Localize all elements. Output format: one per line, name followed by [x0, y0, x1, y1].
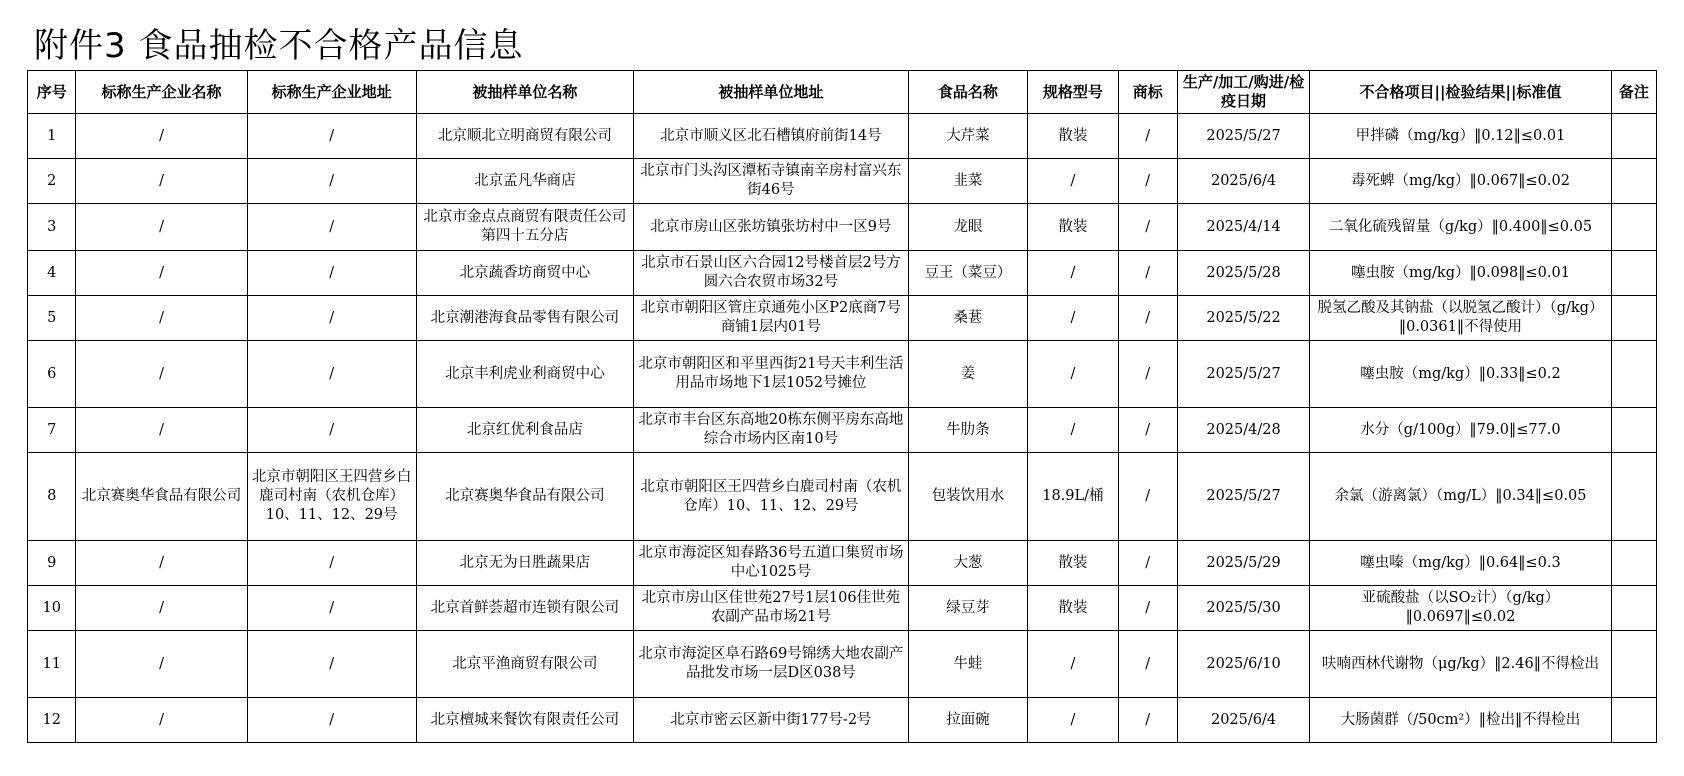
header-brand: 商标 [1118, 71, 1177, 114]
cell-brand: / [1118, 251, 1177, 296]
cell-sampled-addr: 北京市房山区佳世苑27号1层106佳世苑农副产品市场21号 [634, 586, 909, 631]
table-row [28, 204, 1657, 251]
cell-brand: / [1118, 586, 1177, 631]
cell-sampled-unit: 北京丰利虎业利商贸中心 [416, 341, 633, 408]
cell-mfr-name: / [76, 541, 247, 586]
header-note: 备注 [1611, 71, 1656, 114]
cell-food: 绿豆芽 [908, 586, 1028, 631]
cell-result: 水分（g/100g）‖79.0‖≤77.0 [1310, 408, 1611, 453]
cell-spec: / [1028, 296, 1118, 341]
cell-result: 噻虫胺（mg/kg）‖0.098‖≤0.01 [1310, 251, 1611, 296]
cell-mfr-addr: / [247, 204, 416, 251]
cell-sampled-addr: 北京市石景山区六合园12号楼首层2号方圆六合农贸市场32号 [634, 251, 909, 296]
cell-sampled-unit: 北京无为日胜蔬果店 [416, 541, 633, 586]
cell-food: 包装饮用水 [908, 453, 1028, 541]
cell-mfr-addr: / [247, 114, 416, 159]
cell-sampled-unit: 北京平渔商贸有限公司 [416, 631, 633, 698]
cell-mfr-addr: / [247, 159, 416, 204]
cell-sampled-unit: 北京红优利食品店 [416, 408, 633, 453]
header-spec: 规格型号 [1028, 71, 1118, 114]
table-row [28, 631, 1657, 698]
cell-spec: 散装 [1028, 114, 1118, 159]
cell-spec: / [1028, 698, 1118, 743]
cell-brand: / [1118, 341, 1177, 408]
cell-date: 2025/5/27 [1177, 453, 1309, 541]
cell-spec: / [1028, 341, 1118, 408]
cell-note [1611, 159, 1656, 204]
cell-spec: / [1028, 631, 1118, 698]
cell-mfr-addr: 北京市朝阳区王四营乡白鹿司村南（农机仓库）10、11、12、29号 [247, 453, 416, 541]
cell-brand: / [1118, 631, 1177, 698]
page-title: 附件3 食品抽检不合格产品信息 [34, 26, 524, 66]
cell-brand: / [1118, 159, 1177, 204]
cell-sampled-unit: 北京孟凡华商店 [416, 159, 633, 204]
cell-food: 牛蛙 [908, 631, 1028, 698]
header-result: 不合格项目||检验结果||标准值 [1310, 71, 1611, 114]
cell-seq: 5 [28, 296, 76, 341]
cell-food: 韭菜 [908, 159, 1028, 204]
cell-brand: / [1118, 453, 1177, 541]
cell-seq: 7 [28, 408, 76, 453]
cell-note [1611, 296, 1656, 341]
cell-food: 大葱 [908, 541, 1028, 586]
cell-sampled-addr: 北京市朝阳区和平里西街21号天丰利生活用品市场地下1层1052号摊位 [634, 341, 909, 408]
cell-result: 噻虫嗪（mg/kg）‖0.64‖≤0.3 [1310, 541, 1611, 586]
cell-mfr-name: / [76, 408, 247, 453]
table-row [28, 251, 1657, 296]
cell-brand: / [1118, 408, 1177, 453]
cell-date: 2025/6/10 [1177, 631, 1309, 698]
header-mfr-addr: 标称生产企业地址 [247, 71, 416, 114]
cell-note [1611, 408, 1656, 453]
cell-mfr-addr: / [247, 341, 416, 408]
cell-spec: 散装 [1028, 586, 1118, 631]
cell-food: 龙眼 [908, 204, 1028, 251]
cell-date: 2025/5/22 [1177, 296, 1309, 341]
cell-seq: 2 [28, 159, 76, 204]
cell-food: 拉面碗 [908, 698, 1028, 743]
cell-note [1611, 204, 1656, 251]
cell-seq: 9 [28, 541, 76, 586]
cell-spec: / [1028, 251, 1118, 296]
cell-result: 甲拌磷（mg/kg）‖0.12‖≤0.01 [1310, 114, 1611, 159]
cell-date: 2025/4/28 [1177, 408, 1309, 453]
cell-seq: 12 [28, 698, 76, 743]
cell-brand: / [1118, 296, 1177, 341]
cell-mfr-name: / [76, 296, 247, 341]
cell-result: 呋喃西林代谢物（μg/kg）‖2.46‖不得检出 [1310, 631, 1611, 698]
cell-seq: 11 [28, 631, 76, 698]
cell-sampled-unit: 北京檀城来餐饮有限责任公司 [416, 698, 633, 743]
cell-result: 大肠菌群（/50cm²）‖检出‖不得检出 [1310, 698, 1611, 743]
cell-seq: 6 [28, 341, 76, 408]
cell-sampled-addr: 北京市密云区新中街177号-2号 [634, 698, 909, 743]
cell-result: 毒死蜱（mg/kg）‖0.067‖≤0.02 [1310, 159, 1611, 204]
cell-date: 2025/5/29 [1177, 541, 1309, 586]
cell-note [1611, 453, 1656, 541]
cell-mfr-addr: / [247, 631, 416, 698]
cell-sampled-addr: 北京市朝阳区王四营乡白鹿司村南（农机仓库）10、11、12、29号 [634, 453, 909, 541]
cell-seq: 4 [28, 251, 76, 296]
cell-seq: 1 [28, 114, 76, 159]
cell-seq: 10 [28, 586, 76, 631]
cell-seq: 8 [28, 453, 76, 541]
table-row [28, 296, 1657, 341]
cell-seq: 3 [28, 204, 76, 251]
cell-mfr-name: / [76, 114, 247, 159]
cell-sampled-addr: 北京市房山区张坊镇张坊村中一区9号 [634, 204, 909, 251]
header-date: 生产/加工/购进/检疫日期 [1177, 71, 1309, 114]
cell-sampled-unit: 北京蔬香坊商贸中心 [416, 251, 633, 296]
table-row [28, 541, 1657, 586]
table-row [28, 341, 1657, 408]
cell-date: 2025/5/27 [1177, 341, 1309, 408]
cell-brand: / [1118, 698, 1177, 743]
cell-result: 噻虫胺（mg/kg）‖0.33‖≤0.2 [1310, 341, 1611, 408]
table-row [28, 159, 1657, 204]
cell-food: 豆王（菜豆） [908, 251, 1028, 296]
table-row [28, 698, 1657, 743]
cell-food: 桑葚 [908, 296, 1028, 341]
table-row [28, 408, 1657, 453]
table-row [28, 114, 1657, 159]
cell-sampled-unit: 北京潮港海食品零售有限公司 [416, 296, 633, 341]
cell-note [1611, 631, 1656, 698]
cell-spec: / [1028, 408, 1118, 453]
cell-note [1611, 251, 1656, 296]
cell-mfr-addr: / [247, 251, 416, 296]
cell-sampled-unit: 北京顺北立明商贸有限公司 [416, 114, 633, 159]
header-row [28, 71, 1657, 114]
header-sampled-unit: 被抽样单位名称 [416, 71, 633, 114]
inspection-table [27, 70, 1657, 743]
cell-mfr-addr: / [247, 698, 416, 743]
table-row [28, 453, 1657, 541]
cell-food: 牛肋条 [908, 408, 1028, 453]
cell-note [1611, 541, 1656, 586]
cell-sampled-addr: 北京市朝阳区管庄京通苑小区P2底商7号商铺1层内01号 [634, 296, 909, 341]
header-mfr-name: 标称生产企业名称 [76, 71, 247, 114]
cell-sampled-addr: 北京市海淀区阜石路69号锦绣大地农副产品批发市场一层D区038号 [634, 631, 909, 698]
cell-date: 2025/6/4 [1177, 698, 1309, 743]
cell-spec: / [1028, 159, 1118, 204]
cell-mfr-name: / [76, 251, 247, 296]
cell-result: 二氧化硫残留量（g/kg）‖0.400‖≤0.05 [1310, 204, 1611, 251]
cell-date: 2025/6/4 [1177, 159, 1309, 204]
cell-date: 2025/5/27 [1177, 114, 1309, 159]
cell-brand: / [1118, 204, 1177, 251]
cell-sampled-unit: 北京赛奥华食品有限公司 [416, 453, 633, 541]
cell-sampled-addr: 北京市海淀区知春路36号五道口集贸市场中心1025号 [634, 541, 909, 586]
cell-result: 余氯（游离氯）（mg/L）‖0.34‖≤0.05 [1310, 453, 1611, 541]
cell-mfr-addr: / [247, 408, 416, 453]
cell-date: 2025/5/30 [1177, 586, 1309, 631]
cell-mfr-name: 北京赛奥华食品有限公司 [76, 453, 247, 541]
cell-mfr-name: / [76, 698, 247, 743]
cell-date: 2025/5/28 [1177, 251, 1309, 296]
cell-note [1611, 698, 1656, 743]
cell-mfr-addr: / [247, 296, 416, 341]
cell-result: 脱氢乙酸及其钠盐（以脱氢乙酸计）（g/kg）‖0.0361‖不得使用 [1310, 296, 1611, 341]
cell-note [1611, 586, 1656, 631]
cell-note [1611, 341, 1656, 408]
cell-food: 大芹菜 [908, 114, 1028, 159]
table-row [28, 586, 1657, 631]
cell-mfr-name: / [76, 586, 247, 631]
cell-sampled-unit: 北京市金点点商贸有限责任公司第四十五分店 [416, 204, 633, 251]
cell-note [1611, 114, 1656, 159]
cell-date: 2025/4/14 [1177, 204, 1309, 251]
header-food: 食品名称 [908, 71, 1028, 114]
cell-mfr-name: / [76, 631, 247, 698]
cell-brand: / [1118, 541, 1177, 586]
cell-mfr-name: / [76, 341, 247, 408]
cell-mfr-name: / [76, 204, 247, 251]
cell-spec: 散装 [1028, 204, 1118, 251]
cell-sampled-addr: 北京市丰台区东高地20栋东侧平房东高地综合市场内区南10号 [634, 408, 909, 453]
cell-brand: / [1118, 114, 1177, 159]
cell-sampled-addr: 北京市顺义区北石槽镇府前街14号 [634, 114, 909, 159]
cell-food: 姜 [908, 341, 1028, 408]
cell-spec: 18.9L/桶 [1028, 453, 1118, 541]
cell-mfr-name: / [76, 159, 247, 204]
header-seq: 序号 [28, 71, 76, 114]
cell-spec: 散装 [1028, 541, 1118, 586]
cell-result: 亚硫酸盐（以SO₂计）（g/kg）‖0.0697‖≤0.02 [1310, 586, 1611, 631]
cell-mfr-addr: / [247, 586, 416, 631]
cell-sampled-unit: 北京首鲜荟超市连锁有限公司 [416, 586, 633, 631]
cell-mfr-addr: / [247, 541, 416, 586]
cell-sampled-addr: 北京市门头沟区潭柘寺镇南辛房村富兴东街46号 [634, 159, 909, 204]
header-sampled-addr: 被抽样单位地址 [634, 71, 909, 114]
